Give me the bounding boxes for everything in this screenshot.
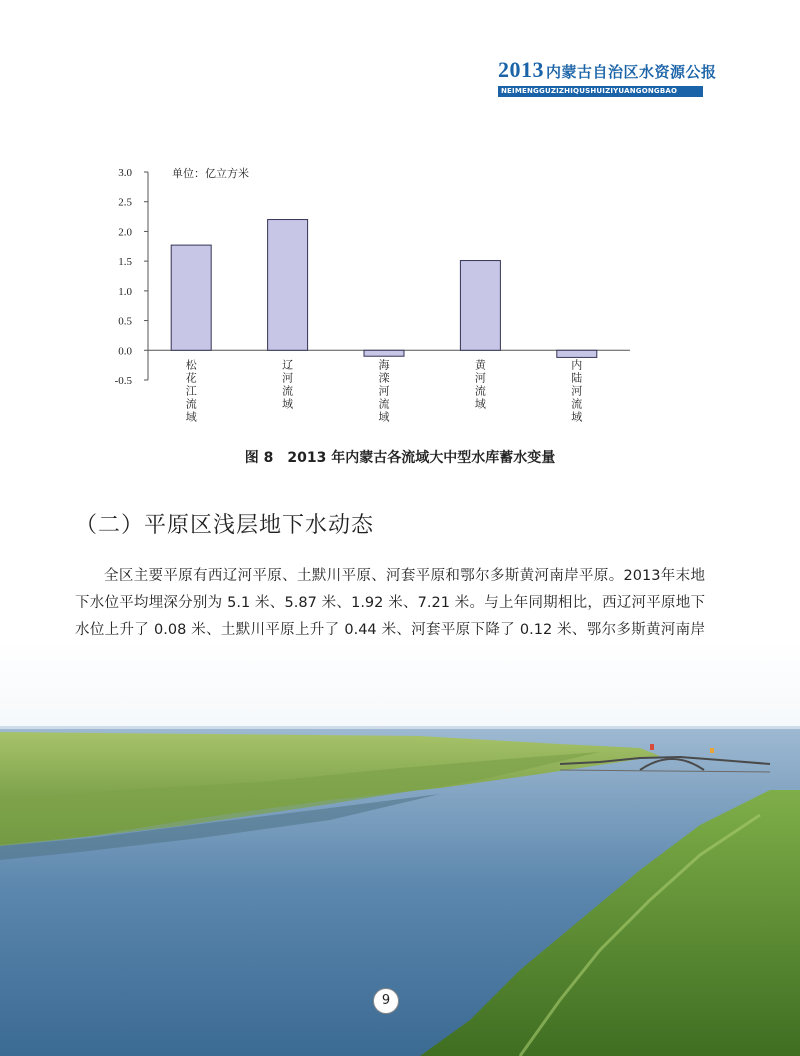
category-label-char: 黄 (474, 358, 486, 372)
header-title (498, 57, 717, 84)
category-label-char: 辽 (282, 358, 294, 372)
category-label-char: 域 (185, 410, 197, 424)
category-label-char: 河 (571, 384, 583, 398)
category-label-char: 河 (474, 371, 486, 385)
category-label-char: 松 (185, 358, 197, 372)
y-tick-label: 0.5 (118, 315, 132, 328)
category-label-char: 域 (571, 410, 583, 424)
category-label-char: 域 (378, 410, 390, 424)
figure-caption (0, 447, 800, 467)
body-paragraph: 全区主要平原有西辽河平原、土默川平原、河套平原和鄂尔多斯黄河南岸平原。2013年末地下水位平均埋深分别为 5.1 米、5.87 米、1.92 米、7.21 米。与上年同期相比，西辽河平原地下水位上升了 0.08 米、土默川平原上升了 0.44 米、河套平原下降了 0.12 米、鄂尔多斯黄河南岸 (75, 568, 705, 638)
category-label-char: 江 (185, 384, 197, 398)
bar (557, 350, 597, 357)
category-label-char: 陆 (571, 371, 583, 385)
category-label-char: 花 (185, 371, 197, 385)
chart-svg (100, 160, 660, 450)
wetland-photo (0, 640, 800, 1056)
page-number: 9 (373, 988, 399, 1014)
category-label-char: 流 (185, 397, 197, 411)
section-title: （二）平原区浅层地下水动态 (75, 513, 375, 538)
category-label-char: 域 (474, 397, 486, 411)
header-subtitle: NEIMENGGUZIZHIQUSHUIZIYUANGONGBAO (498, 86, 703, 97)
y-tick-label: 1.0 (118, 285, 132, 298)
category-label-char: 域 (282, 397, 294, 411)
bar (364, 350, 404, 356)
bar (460, 261, 500, 351)
category-label-char: 滦 (378, 371, 390, 385)
header-title-cn: 内蒙古自治区水资源公报 (546, 63, 717, 81)
category-label-char: 海 (378, 358, 390, 372)
report-header (498, 57, 717, 97)
y-tick-label: 2.5 (118, 196, 132, 209)
category-label-char: 流 (282, 384, 294, 398)
reservoir-storage-chart (100, 160, 660, 450)
y-tick-label: 0.0 (118, 345, 132, 358)
category-label-char: 流 (474, 384, 486, 398)
bar (268, 220, 308, 351)
y-tick-label: 1.5 (118, 256, 132, 269)
category-label-char: 内 (571, 358, 583, 372)
y-tick-label: 2.0 (118, 226, 132, 239)
category-label-char: 流 (378, 397, 390, 411)
figure-title: 2013 年内蒙古各流域大中型水库蓄水变量 (287, 450, 556, 466)
category-label-char: 河 (378, 384, 390, 398)
y-tick-label: -0.5 (114, 375, 132, 387)
header-year: 2013 (498, 57, 544, 82)
category-label-char: 河 (282, 371, 294, 385)
category-label-char: 流 (571, 397, 583, 411)
bar (171, 245, 211, 350)
y-tick-label: 3.0 (118, 167, 132, 179)
figure-number: 图 8 (244, 450, 274, 466)
unit-label: 单位：亿立方米 (172, 167, 249, 180)
wetland-photo-art (0, 640, 800, 1056)
